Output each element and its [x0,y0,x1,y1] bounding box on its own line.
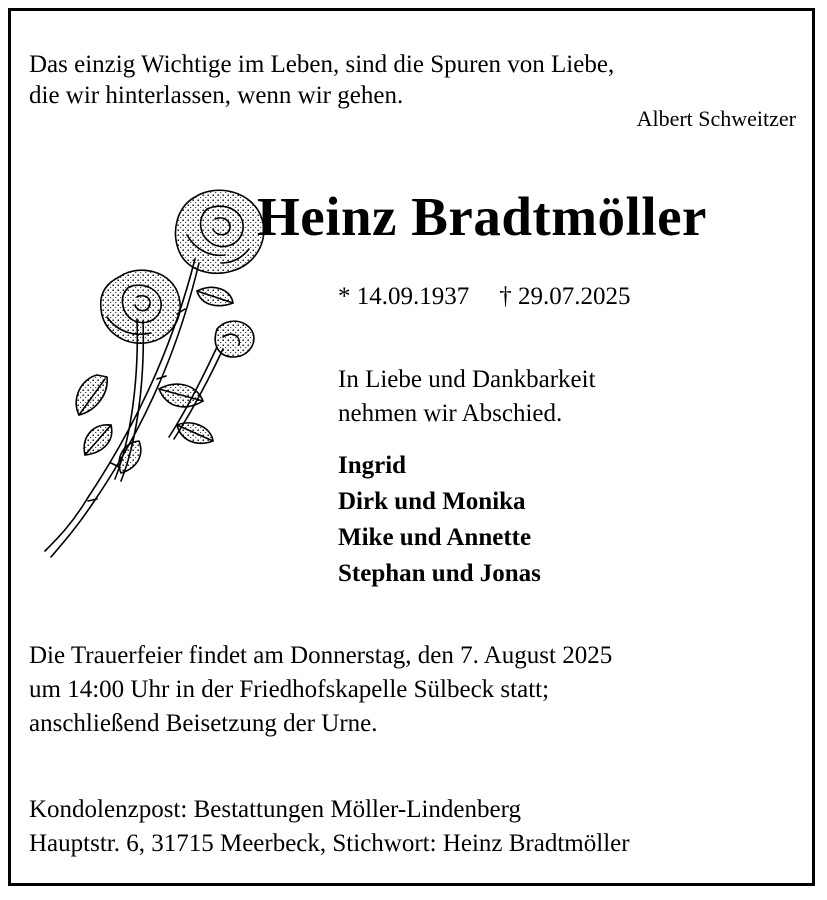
condolence-address [29,793,630,861]
family-member: Ingrid [338,452,407,479]
family-member: Stephan und Jonas [338,560,541,587]
farewell-line-1: In Liebe und Dankbarkeit [338,366,596,393]
funeral-service-info [29,639,612,741]
family-member: Mike und Annette [338,524,532,551]
quote-author: Albert Schweitzer [636,106,796,131]
quote-line-2: die wir hinterlassen, wenn wir gehen. [29,82,404,109]
service-line-3: anschließend Beisetzung der Urne. [29,710,378,737]
condolence-line-2: Hauptstr. 6, 31715 Meerbeck, Stichwort: Heinz Bradtmöller [29,830,630,857]
birth-date: * 14.09.1937 [338,283,470,310]
quote-line-1: Das einzig Wichtige im Leben, sind die Spuren von Liebe, [29,51,615,78]
obituary-notice [8,8,815,886]
family-list [338,448,541,592]
roses-illustration-icon [27,179,267,579]
farewell-text [338,363,596,431]
service-line-2: um 14:00 Uhr in der Friedhofskapelle Sülbeck statt; [29,676,550,703]
deceased-name: Heinz Bradtmöller [257,186,707,247]
farewell-line-2: nehmen wir Abschied. [338,400,563,427]
life-dates [338,283,631,311]
service-line-1: Die Trauerfeier findet am Donnerstag, den 7. August 2025 [29,642,613,669]
death-date: † 29.07.2025 [499,283,631,310]
quote [29,49,614,111]
condolence-line-1: Kondolenzpost: Bestattungen Möller-Lindenberg [29,796,521,823]
family-member: Dirk und Monika [338,488,526,515]
